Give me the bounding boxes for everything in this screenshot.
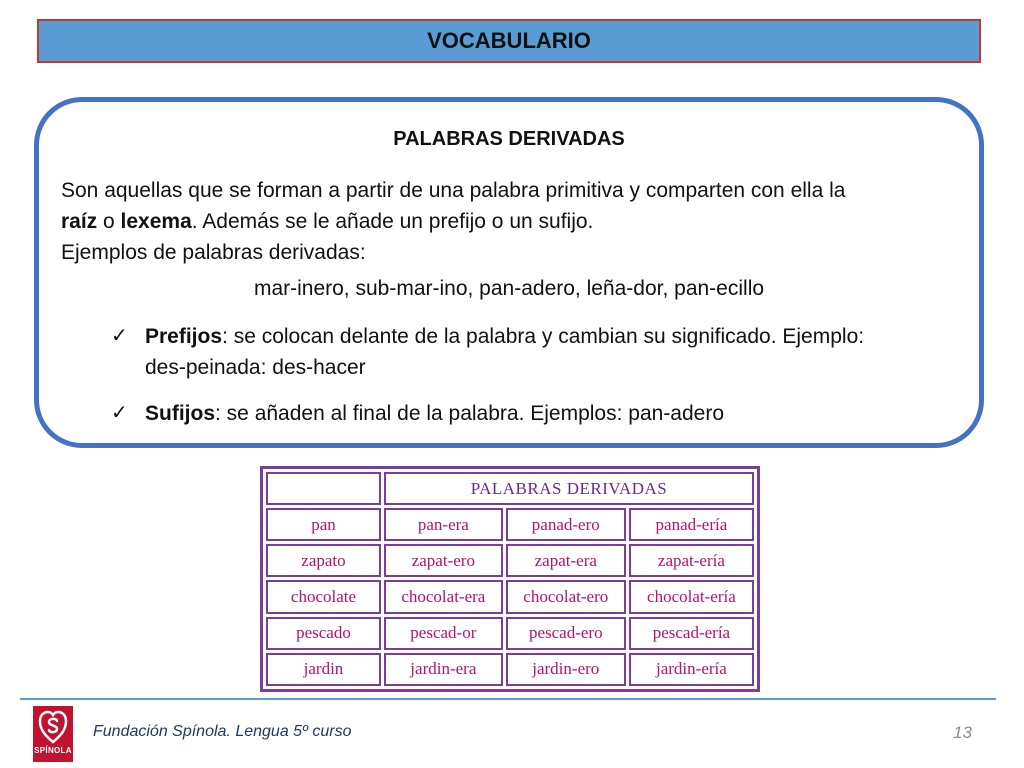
table-cell: chocolat-era <box>384 580 503 613</box>
definition-card <box>34 97 984 448</box>
page-number: 13 <box>953 723 972 742</box>
table-cell: jardin-ería <box>629 653 754 686</box>
table-row <box>266 508 754 541</box>
table-row <box>266 580 754 613</box>
definition-line-2 <box>61 206 955 237</box>
table-cell: chocolat-ero <box>506 580 626 613</box>
footer-text: Fundación Spínola. Lengua 5º curso <box>93 723 352 740</box>
slide-title: VOCABULARIO <box>427 28 591 53</box>
connector-text: o <box>97 210 121 233</box>
derived-words-table <box>260 466 760 692</box>
table-cell: pescad-ero <box>506 617 626 650</box>
bullet-sufijos <box>111 398 949 429</box>
table-cell: zapat-era <box>506 544 626 577</box>
fundacion-logo <box>33 706 73 762</box>
term-prefijos: Prefijos <box>145 325 223 348</box>
checkmark-icon: ✓ <box>111 402 128 424</box>
table-header-row <box>266 472 754 505</box>
table-cell: pescado <box>266 617 381 650</box>
definition-line-3: Ejemplos de palabras derivadas: <box>61 241 366 264</box>
table-row <box>266 653 754 686</box>
term-sufijos: Sufijos <box>145 402 216 425</box>
table-cell: pan <box>266 508 381 541</box>
table-cell: panad-ería <box>629 508 754 541</box>
bullet-prefijos-rest: : se colocan delante de la palabra y cambian su significado. Ejemplo: <box>222 325 865 348</box>
footer-divider <box>20 698 996 700</box>
table-cell: pescad-or <box>384 617 503 650</box>
heart-logo-icon <box>38 709 68 745</box>
table-cell: pescad-ería <box>629 617 754 650</box>
table-row <box>266 617 754 650</box>
table-cell: zapato <box>266 544 381 577</box>
examples-line: mar-inero, sub-mar-ino, pan-adero, leña-dor, pan-ecillo <box>253 277 765 300</box>
bullet-sufijos-line-1 <box>145 398 949 429</box>
slide-title-bar <box>37 19 981 63</box>
table-cell: panad-ero <box>506 508 626 541</box>
bullet-prefijos-line-2: des-peinada: des-hacer <box>145 356 366 379</box>
table-cell: zapat-ero <box>384 544 503 577</box>
table-cell: chocolat-ería <box>629 580 754 613</box>
definition-line-2-rest: . Además se le añade un prefijo o un sufijo. <box>191 210 594 233</box>
bullet-prefijos-line-1 <box>145 321 949 352</box>
bullet-sufijos-text <box>145 398 949 429</box>
table-cell: jardin-ero <box>506 653 626 686</box>
table-cell: jardin <box>266 653 381 686</box>
checkmark-icon: ✓ <box>111 325 128 347</box>
term-lexema: lexema <box>120 210 192 233</box>
term-raiz: raíz <box>61 210 98 233</box>
card-heading: PALABRAS DERIVADAS <box>393 128 625 150</box>
bullet-prefijos <box>111 321 949 383</box>
logo-text: SPÍNOLA <box>34 746 72 755</box>
table-cell: pan-era <box>384 508 503 541</box>
table-cell: zapat-ería <box>629 544 754 577</box>
table-header-empty-cell <box>266 472 381 505</box>
table-cell: chocolate <box>266 580 381 613</box>
table-row <box>266 544 754 577</box>
bullet-sufijos-rest: : se añaden al final de la palabra. Ejemplos: pan-adero <box>215 402 725 425</box>
definition-line-1: Son aquellas que se forman a partir de una palabra primitiva y comparten con ella la <box>61 179 846 202</box>
bullet-prefijos-text <box>145 321 949 383</box>
definition-paragraph <box>61 175 955 268</box>
table-cell: jardin-era <box>384 653 503 686</box>
table-header: PALABRAS DERIVADAS <box>384 472 754 505</box>
